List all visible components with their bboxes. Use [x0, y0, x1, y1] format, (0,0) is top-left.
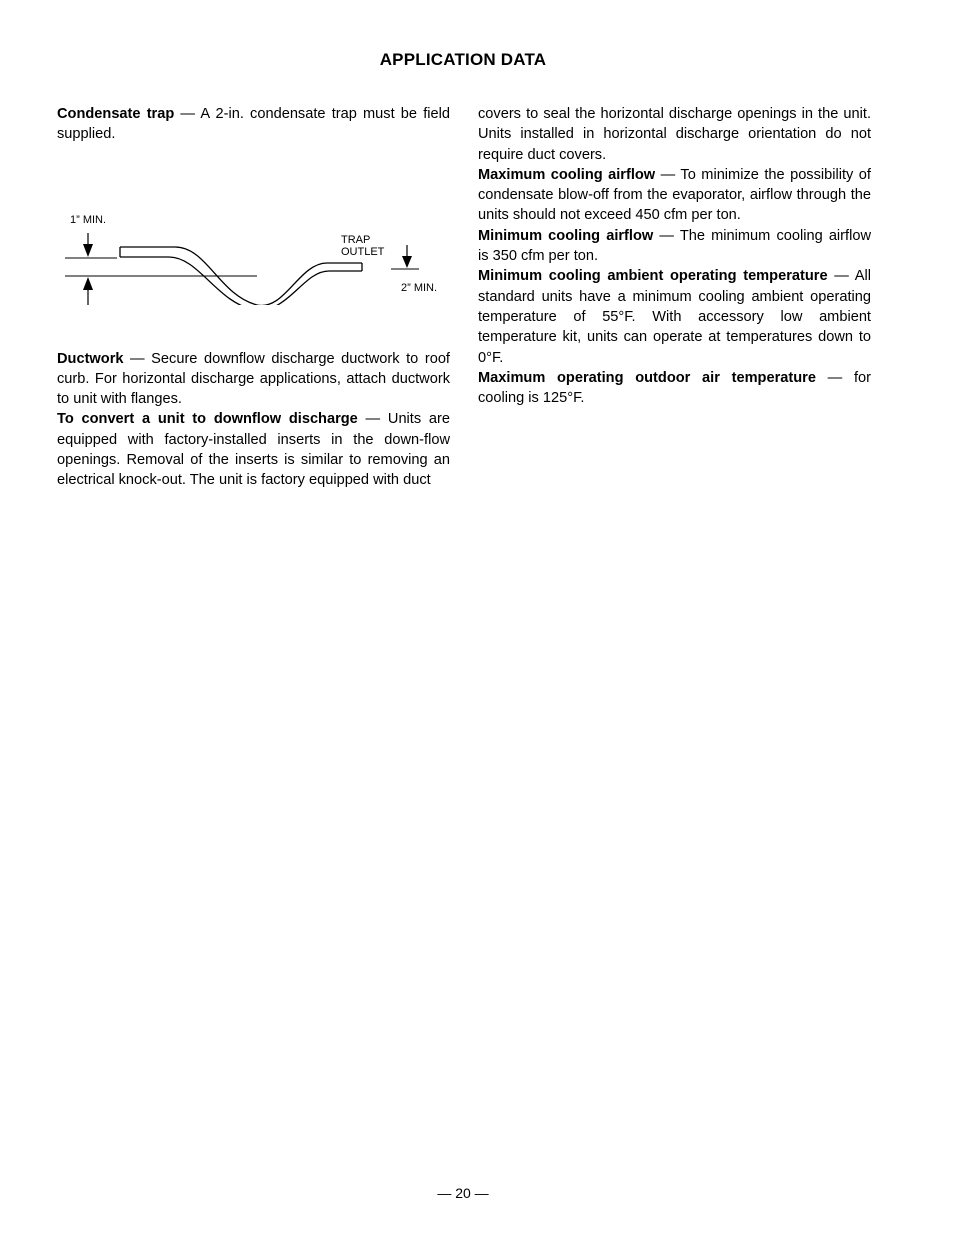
ductwork-text: — Secure downflow discharge ductwork to roof curb. For horizontal discharge applications, attach ductwork to unit with flanges. — [57, 350, 450, 408]
min-airflow-heading: Minimum cooling airflow — [478, 227, 654, 244]
condensate-trap-paragraph — [57, 104, 450, 145]
label-trap: TRAP — [341, 233, 371, 246]
convert-text: — Units are equipped with factory-installed inserts in the down-flow openings. Removal of the inserts is similar to removing an electrical knock-out. The unit is factory equipped with duct — [57, 411, 450, 489]
page-number: — 20 — — [437, 1185, 489, 1201]
max-outdoor-text: — for cooling is 125°F. — [478, 369, 871, 407]
label-2-min: 2” MIN. — [401, 281, 438, 294]
lower-dim-arrowhead-up — [83, 277, 93, 290]
trap-diagram-svg — [57, 145, 450, 305]
min-airflow-text: — The minimum cooling airflow is 350 cfm per ton. — [478, 227, 871, 265]
min-airflow-paragraph — [478, 226, 871, 267]
max-airflow-heading: Maximum cooling airflow — [478, 166, 656, 183]
min-ambient-heading: Minimum cooling ambient operating temperature — [478, 268, 828, 285]
page-title: APPLICATION DATA — [379, 50, 547, 69]
label-outlet: OUTLET — [341, 245, 385, 258]
max-outdoor-heading: Maximum operating outdoor air temperature — [478, 369, 816, 386]
min-ambient-paragraph — [478, 266, 871, 367]
upper-dim-arrowhead-down — [83, 244, 93, 257]
max-airflow-paragraph — [478, 165, 871, 226]
condensate-trap-heading: Condensate trap — [57, 106, 175, 122]
left-column — [57, 104, 450, 491]
convert-heading: To convert a unit to downflow discharge — [57, 411, 358, 428]
duct-covers-continuation: covers to seal the horizontal discharge openings in the unit. Units installed in horizontal discharge orientation do not require duct covers. — [478, 106, 871, 163]
right-dim-arrowhead-down — [402, 256, 412, 268]
max-airflow-text: — To minimize the possibility of condensate blow-off from the evaporator, airflow through the units should not exceed 450 cfm per ton. — [478, 166, 871, 224]
right-column — [478, 104, 871, 408]
condensate-trap-text: — A 2-in. condensate trap must be field supplied. — [57, 106, 450, 143]
min-ambient-text: — All standard units have a minimum cooling ambient operating temperature of 55°F. With accessory low ambient temperature kit, units can operate at temperatures down to 0°F. — [478, 268, 871, 366]
max-outdoor-paragraph — [478, 368, 871, 409]
label-1-min: 1” MIN. — [70, 213, 107, 226]
ductwork-heading: Ductwork — [57, 350, 124, 367]
condensate-trap-diagram — [57, 145, 450, 305]
convert-paragraph — [57, 409, 450, 490]
ductwork-paragraph — [57, 349, 450, 410]
